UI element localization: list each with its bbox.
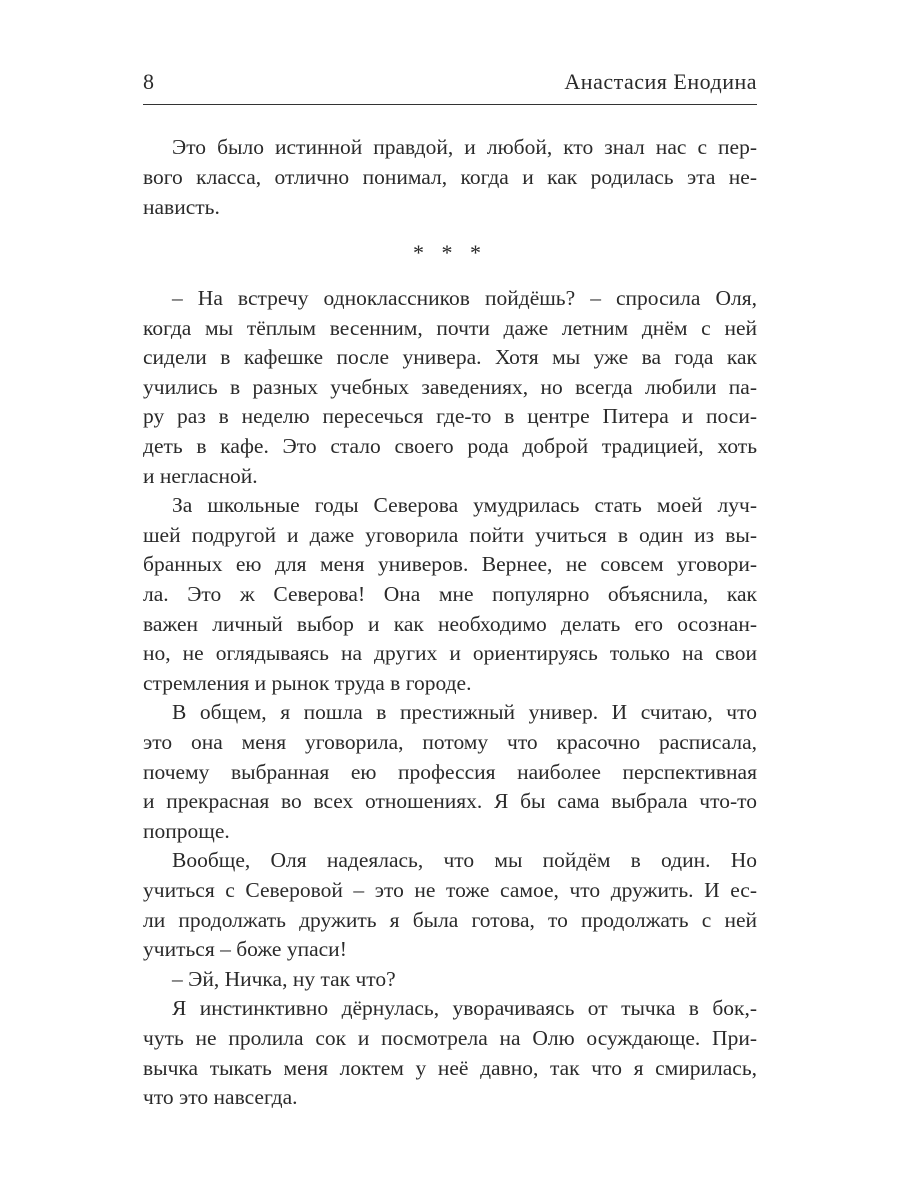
text-line: стремления и рынок труда в городе. bbox=[143, 670, 472, 695]
text-line: Вообще, Оля надеялась, что мы пойдём в один. Но bbox=[172, 848, 757, 873]
text-line: бранных ею для меня универов. Вернее, не совсем уговори- bbox=[143, 552, 757, 577]
text-line: За школьные годы Северова умудрилась стать моей луч- bbox=[172, 493, 757, 518]
text-line: шей подругой и даже уговорила пойти учиться в один из вы- bbox=[143, 522, 757, 547]
text-line: учились в разных учебных заведениях, но всегда любили па- bbox=[143, 374, 757, 399]
text-line: ру раз в неделю пересечься где-то в центре Питера и поси- bbox=[143, 404, 757, 429]
page-number: 8 bbox=[143, 69, 154, 94]
text-line: учиться с Северовой – это не тоже самое, что дружить. И ес- bbox=[143, 878, 757, 902]
section-separator: * * * bbox=[413, 240, 487, 265]
text-line: но, не оглядываясь на других и ориентируясь только на свои bbox=[143, 641, 757, 666]
text-line: – Эй, Ничка, ну так что? bbox=[172, 966, 396, 991]
text-line: важен личный выбор и как необходимо делать его осознан- bbox=[143, 611, 757, 636]
text-line: ли продолжать дружить я была готова, то продолжать с ней bbox=[143, 907, 757, 932]
text-line: деть в кафе. Это стало своего рода доброй традицией, хоть bbox=[143, 434, 757, 458]
text-line: вого класса, отлично понимал, когда и как родилась эта не- bbox=[143, 165, 757, 189]
text-line: что это навсегда. bbox=[143, 1085, 298, 1110]
text-line: Я инстинктивно дёрнулась, уворачиваясь от тычка в бок,- bbox=[172, 996, 757, 1021]
running-header-author: Анастасия Енодина bbox=[564, 69, 757, 94]
text-line: почему выбранная ею профессия наиболее перспективная bbox=[143, 759, 757, 784]
text-line: вычка тыкать меня локтем у неё давно, так что я смирилась, bbox=[143, 1055, 757, 1080]
text-line: это она меня уговорила, потому что красочно расписала, bbox=[143, 730, 757, 754]
text-line: сидели в кафешке после универа. Хотя мы уже ва года как bbox=[143, 345, 757, 370]
text-line: учиться – боже упаси! bbox=[143, 937, 347, 962]
text-line: попроще. bbox=[143, 818, 230, 843]
text-line: нависть. bbox=[143, 195, 220, 219]
text-line: Это было истинной правдой, и любой, кто знал нас с пер- bbox=[172, 135, 757, 159]
text-line: ла. Это ж Северова! Она мне популярно объяснила, как bbox=[143, 582, 757, 606]
text-line: и прекрасная во всех отношениях. Я бы сама выбрала что-то bbox=[143, 789, 757, 814]
text-line: когда мы тёплым весенним, почти даже летним днём с ней bbox=[143, 315, 757, 340]
text-line: В общем, я пошла в престижный универ. И считаю, что bbox=[172, 700, 757, 725]
text-line: и негласной. bbox=[143, 463, 258, 488]
text-line: – На встречу одноклассников пойдёшь? – спросила Оля, bbox=[172, 286, 757, 310]
text-line: чуть не пролила сок и посмотрела на Олю осуждающе. При- bbox=[143, 1026, 757, 1050]
header-rule bbox=[143, 104, 757, 105]
